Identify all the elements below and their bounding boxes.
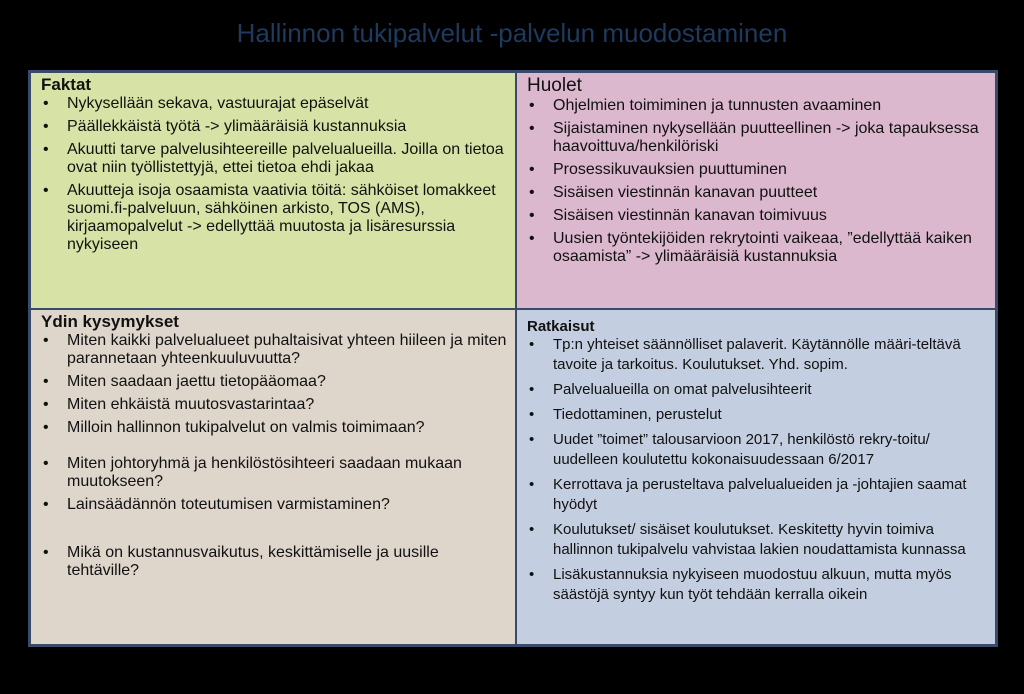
list-item: • Nykysellään sekava, vastuurajat epäselvät [31,95,515,113]
ydin-kysymykset-list [31,332,515,580]
ratkaisut-quadrant [516,309,996,645]
list-item: • Miten johtoryhmä ja henkilöstösihteeri saadaan mukaan muutokseen? [31,455,515,491]
list-item: • Miten kaikki palvelualueet puhaltaisivat yhteen hiileen ja miten parannetaan yhteenkuuluvuutta? [31,332,515,368]
faktat-quadrant [30,72,516,309]
ydin-kysymykset-quadrant [30,309,516,645]
list-item: • Akuutti tarve palvelusihteereille palvelualueilla. Joilla on tietoa ovat niin työllistettyjä, ettei tietoa ehdi jakaa [31,141,515,177]
list-item: • Sisäisen viestinnän kanavan toimivuus [517,207,995,225]
list-item: • Sijaistaminen nykysellään puutteellinen -> joka tapauksessa haavoittuva/henkilöriski [517,120,995,156]
list-item: • Milloin hallinnon tukipalvelut on valmis toimimaan? [31,419,515,437]
slide-title: Hallinnon tukipalvelut -palvelun muodostaminen [236,18,788,48]
faktat-list [31,95,515,254]
huolet-quadrant [516,72,996,309]
list-item: • Sisäisen viestinnän kanavan puutteet [517,184,995,202]
list-item: • Mikä on kustannusvaikutus, keskittämiselle ja uusille tehtäville? [31,544,515,580]
list-item: • Miten ehkäistä muutosvastarintaa? [31,396,515,414]
list-item: • Uudet ”toimet” talousarvioon 2017, henkilöstö rekry-toitu/ uudelleen koulutettu kokonaisuudessaan 6/2017 [517,430,995,470]
list-item: • Tp:n yhteiset säännölliset palaverit. Käytännölle määri-teltävä tavoite ja tarkoitus. Koulutukset. Yhd. sopim. [517,335,995,375]
list-item: • Akuutteja isoja osaamista vaativia töitä: sähköiset lomakkeet suomi.fi-palveluun, sähköinen arkisto, TOS (AMS), kirjaamopalvelut -> edellyttää muutosta ja lisäresurssia nykyiseen [31,182,515,254]
huolet-heading: Huolet [527,75,582,96]
list-item: • Päällekkäistä työtä -> ylimääräisiä kustannuksia [31,118,515,136]
list-item: • Palvelualueilla on omat palvelusihteerit [517,380,995,400]
list-item: • Miten saadaan jaettu tietopääomaa? [31,373,515,391]
list-item: • Lainsäädännön toteutumisen varmistaminen? [31,496,515,514]
list-item: • Ohjelmien toimiminen ja tunnusten avaaminen [517,97,995,115]
list-item: • Prosessikuvauksien puuttuminen [517,161,995,179]
quadrant-grid [28,70,998,647]
list-item: • Kerrottava ja perusteltava palvelualueiden ja -johtajien saamat hyödyt [517,475,995,515]
list-item: • Tiedottaminen, perustelut [517,405,995,425]
ratkaisut-heading: Ratkaisut [527,318,595,335]
list-item: • Lisäkustannuksia nykyiseen muodostuu alkuun, mutta myös säästöjä syntyy kun työt tehdään kerralla oikein [517,565,995,605]
ydin-kysymykset-heading: Ydin kysymykset [41,312,179,331]
ratkaisut-list [517,335,995,605]
list-item: • Uusien työntekijöiden rekrytointi vaikeaa, ”edellyttää kaiken osaamista” -> ylimääräisiä kustannuksia [517,230,995,266]
faktat-heading: Faktat [41,75,92,94]
huolet-list [517,97,995,266]
list-item: • Koulutukset/ sisäiset koulutukset. Keskitetty hyvin toimiva hallinnon tukipalvelu vahvistaa lakien noudattamista kunnassa [517,520,995,560]
